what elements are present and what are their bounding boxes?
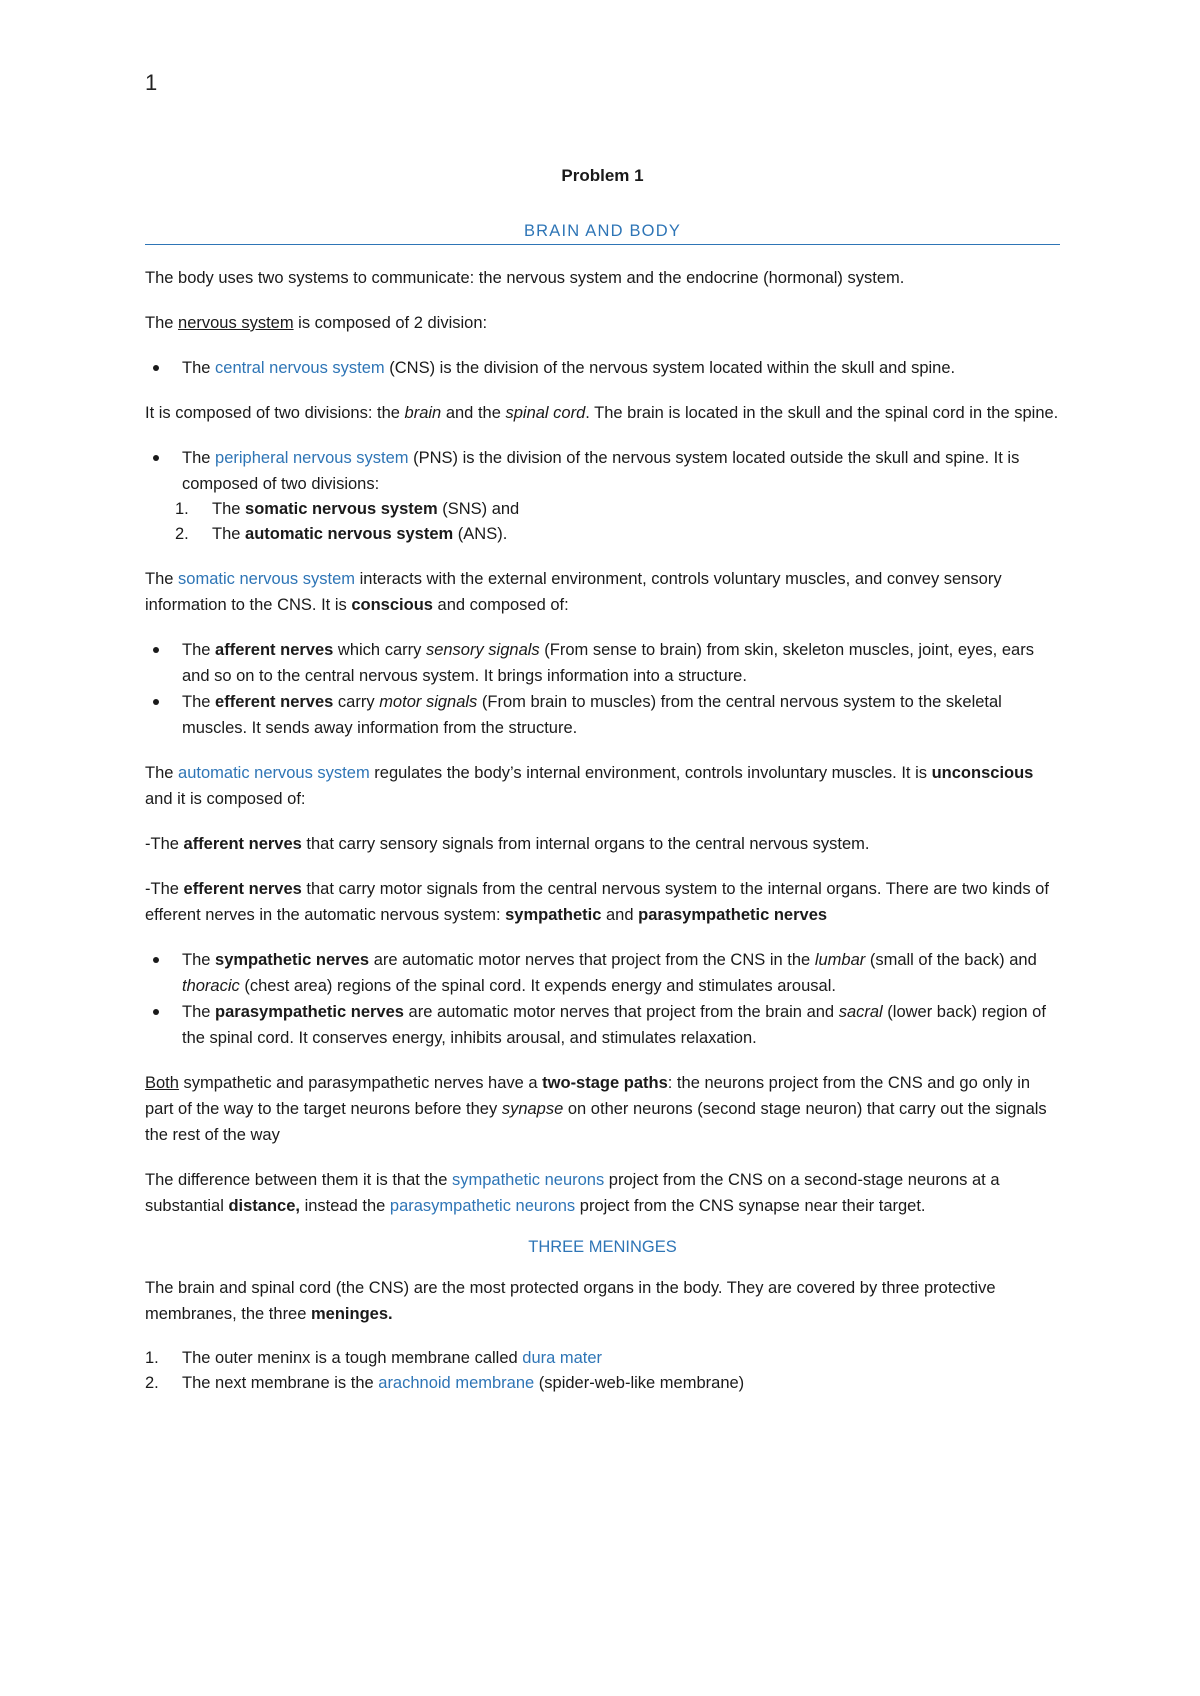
paragraph-difference: The difference between them it is that the sympathetic neurons project from the CNS on a second-stage neurons at a substantial distance, instead the parasympathetic neurons project from the CNS synapse near their target. bbox=[145, 1171, 1000, 1215]
meninges-numbered-list bbox=[145, 1346, 1060, 1396]
paragraph-intro: The body uses two systems to communicate: the nervous system and the endocrine (hormonal) system. bbox=[145, 269, 905, 287]
cns-bullet-list bbox=[145, 355, 1060, 381]
paragraph-efferent: -The efferent nerves that carry motor signals from the central nervous system to the internal organs. There are two kinds of efferent nerves in the automatic nervous system: sympathetic and parasympathetic nerves bbox=[145, 880, 1049, 924]
autonomic-bullet-list bbox=[145, 947, 1060, 1051]
page-title: Problem 1 bbox=[561, 166, 644, 185]
list-item: 1. The outer meninx is a tough membrane called dura mater bbox=[145, 1349, 603, 1367]
list-item: 1. The somatic nervous system (SNS) and bbox=[175, 500, 520, 518]
paragraph-two-stage: Both sympathetic and parasympathetic nerves have a two-stage paths: the neurons project from the CNS and go only in part of the way to the target neurons before they synapse on other neurons (second stage neuron) that carry out the signals the rest of the way bbox=[145, 1074, 1047, 1144]
list-item: The parasympathetic nerves are automatic motor nerves that project from the brain and sacral (lower back) region of the spinal cord. It conserves energy, inhibits arousal, and stimulates relaxation. bbox=[145, 999, 1060, 1051]
list-item: The afferent nerves which carry sensory signals (From sense to brain) from skin, skeleton muscles, joint, eyes, ears and so on to the central nervous system. It brings information into a structure. bbox=[145, 637, 1060, 689]
page-number: 1 bbox=[145, 70, 158, 95]
list-item: The central nervous system (CNS) is the division of the nervous system located within the skull and spine. bbox=[145, 355, 1060, 381]
pns-bullet-list bbox=[145, 445, 1060, 497]
paragraph-afferent: -The afferent nerves that carry sensory signals from internal organs to the central nervous system. bbox=[145, 835, 870, 853]
document-body bbox=[145, 166, 1060, 1415]
list-item: The peripheral nervous system (PNS) is the division of the nervous system located outside the skull and spine. It is composed of two divisions: bbox=[145, 445, 1060, 497]
subheading-meninges: THREE MENINGES bbox=[528, 1238, 677, 1256]
list-item: The sympathetic nerves are automatic motor nerves that project from the CNS in the lumbar (small of the back) and thoracic (chest area) regions of the spinal cord. It expends energy and stimulates arousal. bbox=[145, 947, 1060, 999]
pns-numbered-list bbox=[145, 497, 1060, 547]
somatic-bullet-list bbox=[145, 637, 1060, 741]
paragraph-cns-divisions: It is composed of two divisions: the brain and the spinal cord. The brain is located in the skull and the spinal cord in the spine. bbox=[145, 404, 1059, 422]
list-item: 2. The next membrane is the arachnoid membrane (spider-web-like membrane) bbox=[145, 1374, 745, 1392]
section-heading: BRAIN AND BODY bbox=[145, 222, 1060, 245]
paragraph-nervous-system: The nervous system is composed of 2 division: bbox=[145, 314, 488, 332]
paragraph-somatic: The somatic nervous system interacts with the external environment, controls voluntary muscles, and convey sensory information to the CNS. It is conscious and composed of: bbox=[145, 570, 1002, 614]
paragraph-automatic: The automatic nervous system regulates the body’s internal environment, controls involuntary muscles. It is unconscious and it is composed of: bbox=[145, 764, 1034, 808]
list-item: 2. The automatic nervous system (ANS). bbox=[175, 525, 508, 543]
list-item: The efferent nerves carry motor signals (From brain to muscles) from the central nervous system to the skeletal muscles. It sends away information from the structure. bbox=[145, 689, 1060, 741]
paragraph-meninges: The brain and spinal cord (the CNS) are the most protected organs in the body. They are covered by three protective membranes, the three meninges. bbox=[145, 1279, 996, 1323]
